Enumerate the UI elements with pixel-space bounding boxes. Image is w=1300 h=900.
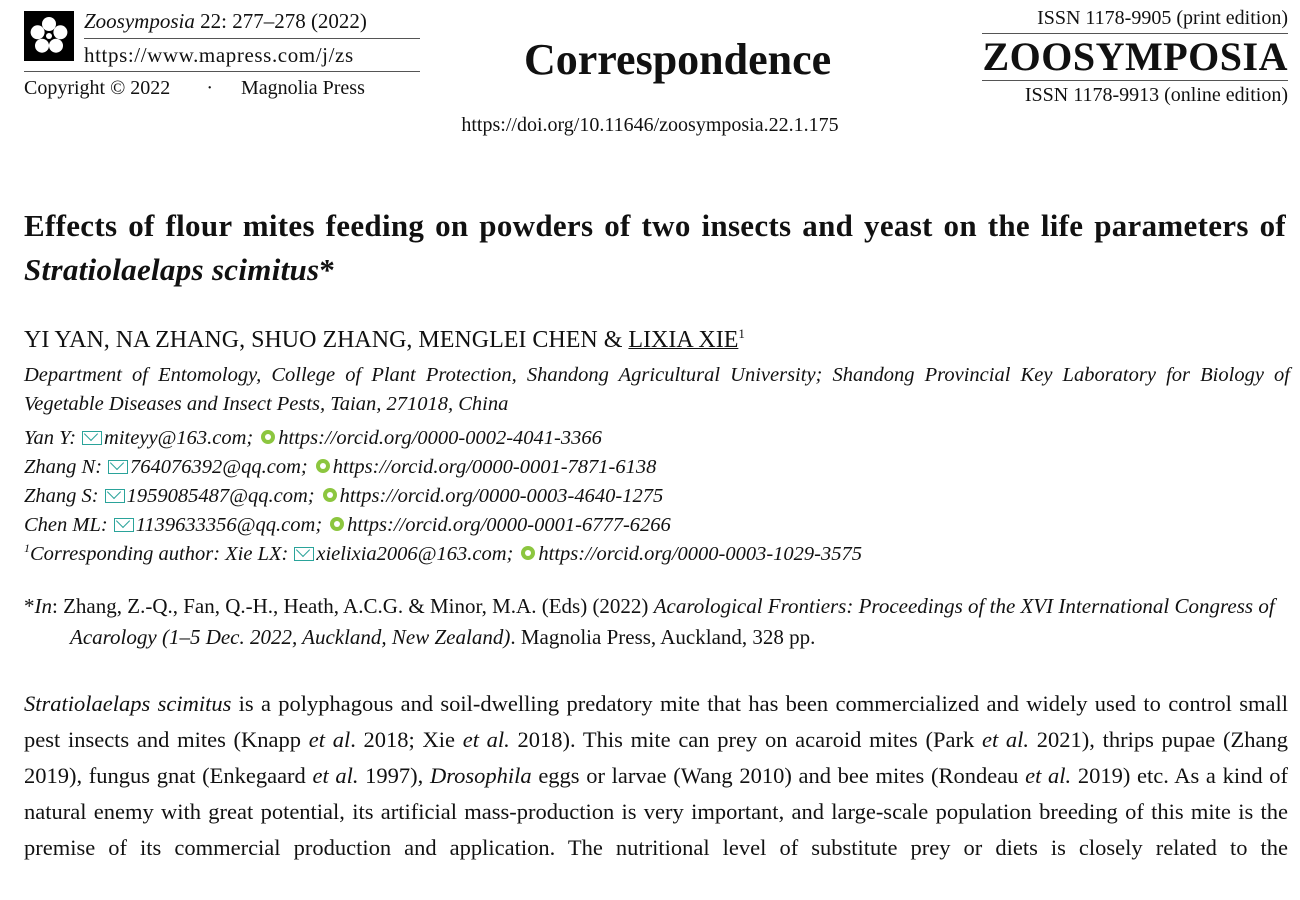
journal-url[interactable]: https://www.mapress.com/j/zs: [84, 43, 354, 67]
author-superscript: 1: [738, 326, 745, 341]
title-footnote-mark: *: [319, 252, 336, 287]
header-rule-top: [84, 38, 420, 39]
contact-orcid[interactable]: https://orcid.org/0000-0002-4041-3366: [278, 426, 602, 449]
corresponding-author-name[interactable]: LIXIA XIE: [628, 327, 739, 353]
note-colon: :: [52, 594, 64, 618]
contact-orcid[interactable]: https://orcid.org/0000-0001-7871-6138: [332, 455, 657, 478]
flower-logo-icon: [27, 14, 71, 58]
contact-email[interactable]: miteyy@163.com;: [104, 426, 254, 449]
orcid-icon: [316, 459, 330, 473]
journal-title: ZOOSYMPOSIA: [982, 34, 1288, 79]
contact-label: Yan Y:: [24, 426, 77, 449]
orcid-icon: [521, 546, 535, 560]
note-publisher: . Magnolia Press, Auckland, 328 pp.: [510, 625, 816, 649]
contact-label: Zhang N:: [24, 455, 103, 478]
email-icon: [82, 431, 102, 445]
contact-orcid[interactable]: https://orcid.org/0000-0001-6777-6266: [347, 513, 671, 536]
section-heading: Correspondence: [524, 35, 832, 84]
issn-block: [982, 6, 1288, 107]
body-text: 2019) etc. As a kind of natural enemy with great potential, its artificial mass-production is very important, and large-scale population breeding of this mite is the premise of its commercial production and application. The nutritional level of substitute prey or diets is closely related to the: [24, 763, 1288, 860]
et-al: et al.: [312, 763, 359, 788]
contact-email[interactable]: 1959085487@qq.com;: [126, 484, 315, 507]
et-al: et al.: [981, 727, 1030, 752]
contact-sup: 1: [24, 541, 30, 555]
email-icon: [114, 518, 134, 532]
title-text: Effects of flour mites feeding on powders of two insects and yeast on the life parameters of: [24, 208, 1286, 243]
contact-label: Zhang S:: [24, 484, 99, 507]
note-editors: Zhang, Z.-Q., Fan, Q.-H., Heath, A.C.G. & Minor, M.A. (Eds) (2022): [63, 594, 654, 618]
contact-label: Corresponding author: Xie LX:: [30, 542, 289, 565]
orcid-icon: [261, 430, 275, 444]
copyright-text: Copyright © 2022: [24, 77, 171, 99]
email-icon: [105, 489, 125, 503]
body-text: . 2018; Xie: [350, 727, 463, 752]
note-in: In: [34, 594, 52, 618]
note-book-title: Acarological Frontiers: Proceedings of the XVI International Congress of Acarology (1–5 Dec. 2022, Auckland, New Zealand): [70, 594, 1275, 649]
body-text: 2018). This mite can prey on acaroid mites (Park: [509, 727, 982, 752]
issn-print: ISSN 1178-9905 (print edition): [1037, 7, 1288, 29]
header-rule-bottom: [24, 71, 420, 72]
authors-text: YI YAN, NA ZHANG, SHUO ZHANG, MENGLEI CHEN &: [24, 327, 629, 353]
et-al: et al.: [1025, 763, 1072, 788]
et-al: et al: [308, 727, 351, 752]
author-list: [24, 326, 745, 354]
journal-name-italic: Zoosymposia: [84, 9, 195, 33]
volume-pages: 22: 277–278 (2022): [194, 9, 367, 33]
contact-line: [24, 534, 862, 569]
note-text: [24, 591, 1290, 653]
affiliation: Department of Entomology, College of Plant Protection, Shandong Agricultural University; Shandong Provincial Key Laboratory for Biology of Vegetable Diseases and Insect Pests, Taian, 271018, China: [24, 364, 1290, 415]
journal-logo: [24, 11, 74, 61]
et-al: et al.: [462, 727, 510, 752]
article-title: [24, 204, 1286, 292]
contact-email[interactable]: 764076392@qq.com;: [130, 455, 308, 478]
contact-orcid[interactable]: https://orcid.org/0000-0003-1029-3575: [538, 542, 863, 565]
orcid-icon: [330, 517, 344, 531]
body-text: 1997),: [358, 763, 430, 788]
note-star: *: [24, 594, 35, 618]
contact-email[interactable]: xielixia2006@163.com;: [316, 542, 514, 565]
body-species: Stratiolaelaps scimitus: [24, 691, 232, 716]
separator-dot: ·: [206, 77, 213, 99]
email-icon: [294, 547, 314, 561]
body-paragraph: [24, 686, 1288, 866]
title-species: Stratiolaelaps scimitus: [24, 252, 320, 287]
copyright-line: [24, 77, 365, 100]
contact-email[interactable]: 1139633356@qq.com;: [135, 513, 323, 536]
contact-orcid[interactable]: https://orcid.org/0000-0003-4640-1275: [339, 484, 664, 507]
proceedings-note: [24, 591, 1290, 653]
journal-citation: [84, 8, 367, 34]
doi-link[interactable]: https://doi.org/10.11646/zoosymposia.22.1.175: [461, 114, 839, 136]
publisher-name: Magnolia Press: [240, 77, 365, 99]
email-icon: [108, 460, 128, 474]
body-text: eggs or larvae (Wang 2010) and bee mites (Rondeau: [531, 763, 1026, 788]
issn-online: ISSN 1178-9913 (online edition): [1024, 84, 1288, 106]
body-text: 2021), thrips pupae (Zhang 2019), fungus gnat (Enkegaard: [24, 727, 1288, 788]
orcid-icon: [323, 488, 337, 502]
contact-label: Chen ML:: [24, 513, 108, 536]
body-text: is a polyphagous and soil-dwelling predatory mite that has been commercialized and widely used to control small pest insects and mites (Knapp: [24, 691, 1288, 752]
body-drosophila: Drosophila: [429, 763, 532, 788]
